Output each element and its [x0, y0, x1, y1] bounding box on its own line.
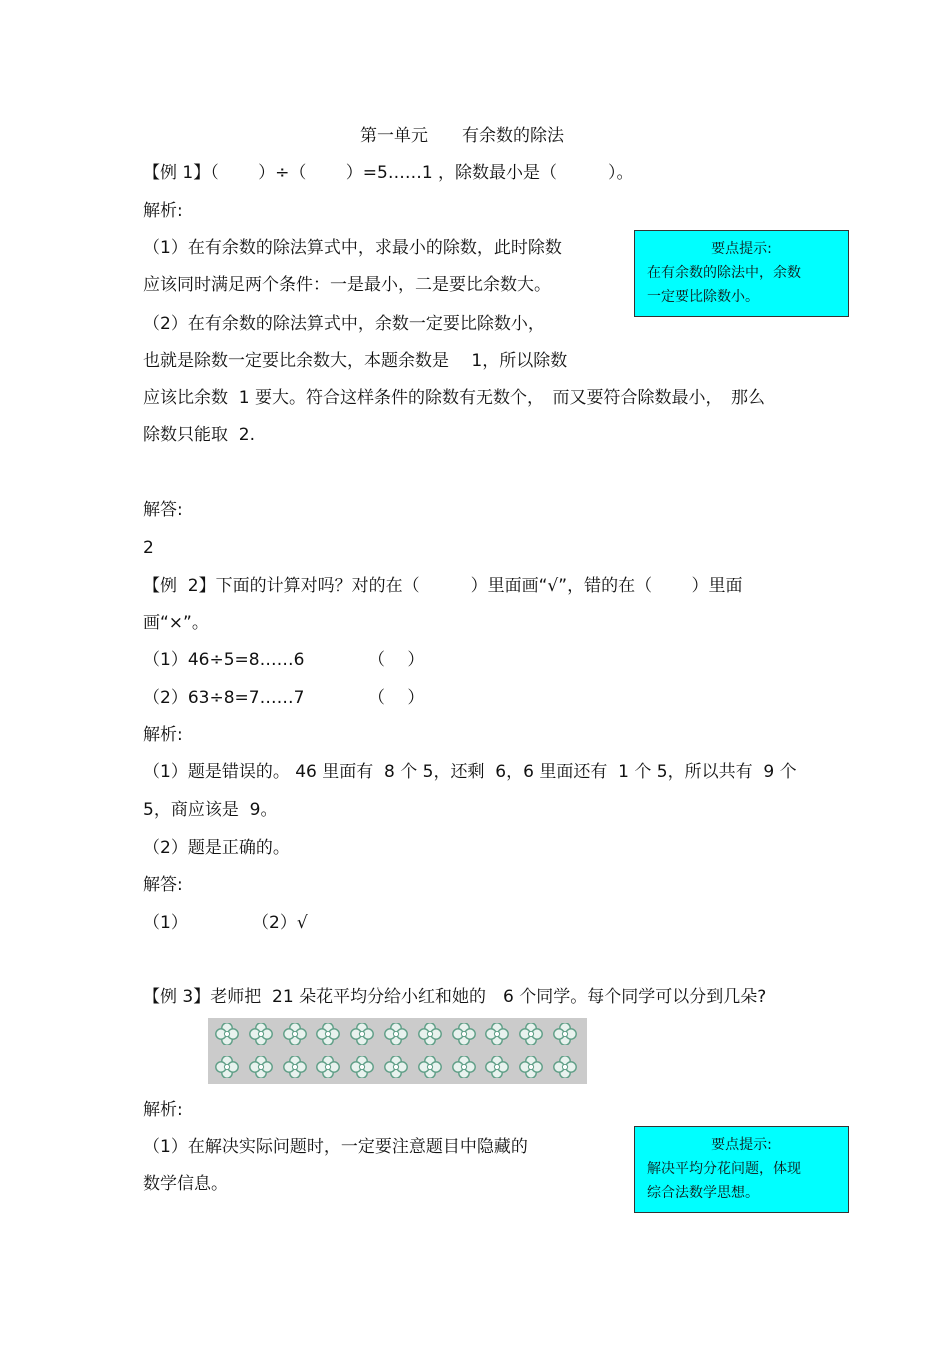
flower-icon	[248, 1023, 274, 1045]
flower-icon	[214, 1056, 240, 1078]
tip-text: 在有余数的除法中，余数	[647, 265, 801, 281]
flower-icon	[349, 1056, 375, 1078]
example-2-question: 【例 2】下面的计算对吗？对的在（ ）里面画“√”，错的在（ ）里面	[143, 576, 743, 596]
example-3-analysis-label: 解析:	[143, 1100, 183, 1120]
flower-icon	[451, 1056, 477, 1078]
flower-icon	[349, 1023, 375, 1045]
tip-title: 要点提示:	[711, 1137, 772, 1153]
flower-icon	[417, 1023, 443, 1045]
flower-icon	[417, 1056, 443, 1078]
example-2-answer-label: 解答:	[143, 875, 183, 895]
example-2-analysis-line: （1）题是错误的。 46 里面有 8 个 5，还剩 6，6 里面还有 1 个 5，所以共有 9 个	[143, 762, 797, 782]
flower-icon	[214, 1023, 240, 1045]
example-1-analysis-line: （1）在有余数的除法算式中，求最小的除数，此时除数	[143, 238, 562, 258]
page-title: 第一单元 有余数的除法	[360, 126, 564, 146]
flower-icon	[552, 1023, 578, 1045]
flower-icon	[518, 1023, 544, 1045]
flower-icon	[451, 1023, 477, 1045]
tip-box-1	[634, 230, 849, 317]
tip-box-2	[634, 1126, 849, 1213]
example-2-answer-1: （1）	[143, 913, 188, 933]
flower-icon	[383, 1023, 409, 1045]
example-2-item-1: （1）46÷5=8……6	[143, 650, 305, 670]
example-1-answer: 2	[143, 538, 154, 558]
example-2-analysis-line: 5，商应该是 9。	[143, 800, 278, 820]
flower-icon	[282, 1056, 308, 1078]
example-2-answer-2: （2）√	[252, 913, 308, 933]
example-1-analysis-line: （2）在有余数的除法算式中，余数一定要比除数小，	[143, 314, 545, 334]
tip-text: 综合法数学思想。	[647, 1185, 759, 1201]
example-1-analysis-line: 应该比余数 1 要大。符合这样条件的除数有无数个， 而又要符合除数最小， 那么	[143, 388, 766, 408]
example-2-analysis-label: 解析:	[143, 725, 183, 745]
flower-icon	[484, 1023, 510, 1045]
example-3-analysis-line: （1）在解决实际问题时，一定要注意题目中隐藏的	[143, 1137, 528, 1157]
example-2-question: 画“×”。	[143, 613, 209, 633]
flower-icon	[518, 1056, 544, 1078]
flower-icon	[282, 1023, 308, 1045]
example-1-question: 【例 1】（ ）÷（ ）=5……1 ，除数最小是（ ）。	[143, 163, 634, 183]
example-1-analysis-line: 应该同时满足两个条件：一是最小，二是要比余数大。	[143, 275, 551, 295]
flower-icon	[315, 1056, 341, 1078]
tip-text: 解决平均分花问题，体现	[647, 1161, 801, 1177]
example-2-item-2-paren: （ ）	[368, 688, 425, 708]
example-3-question: 【例 3】老师把 21 朵花平均分给小红和她的 6 个同学。每个同学可以分到几朵?	[143, 987, 767, 1007]
example-1-analysis-label: 解析:	[143, 201, 183, 221]
example-3-analysis-line: 数学信息。	[143, 1174, 228, 1194]
flower-icon	[552, 1056, 578, 1078]
flower-icon	[315, 1023, 341, 1045]
flower-icon	[484, 1056, 510, 1078]
flower-image	[208, 1018, 587, 1084]
example-2-analysis-line: （2）题是正确的。	[143, 838, 290, 858]
example-2-item-2: （2）63÷8=7……7	[143, 688, 305, 708]
flower-icon	[383, 1056, 409, 1078]
flower-icon	[248, 1056, 274, 1078]
example-1-analysis-line: 也就是除数一定要比余数大，本题余数是 1，所以除数	[143, 351, 568, 371]
tip-text: 一定要比除数小。	[647, 289, 759, 305]
tip-title: 要点提示:	[711, 241, 772, 257]
example-1-analysis-line: 除数只能取 2.	[143, 425, 256, 445]
example-1-answer-label: 解答:	[143, 500, 183, 520]
example-2-item-1-paren: （ ）	[368, 650, 425, 670]
